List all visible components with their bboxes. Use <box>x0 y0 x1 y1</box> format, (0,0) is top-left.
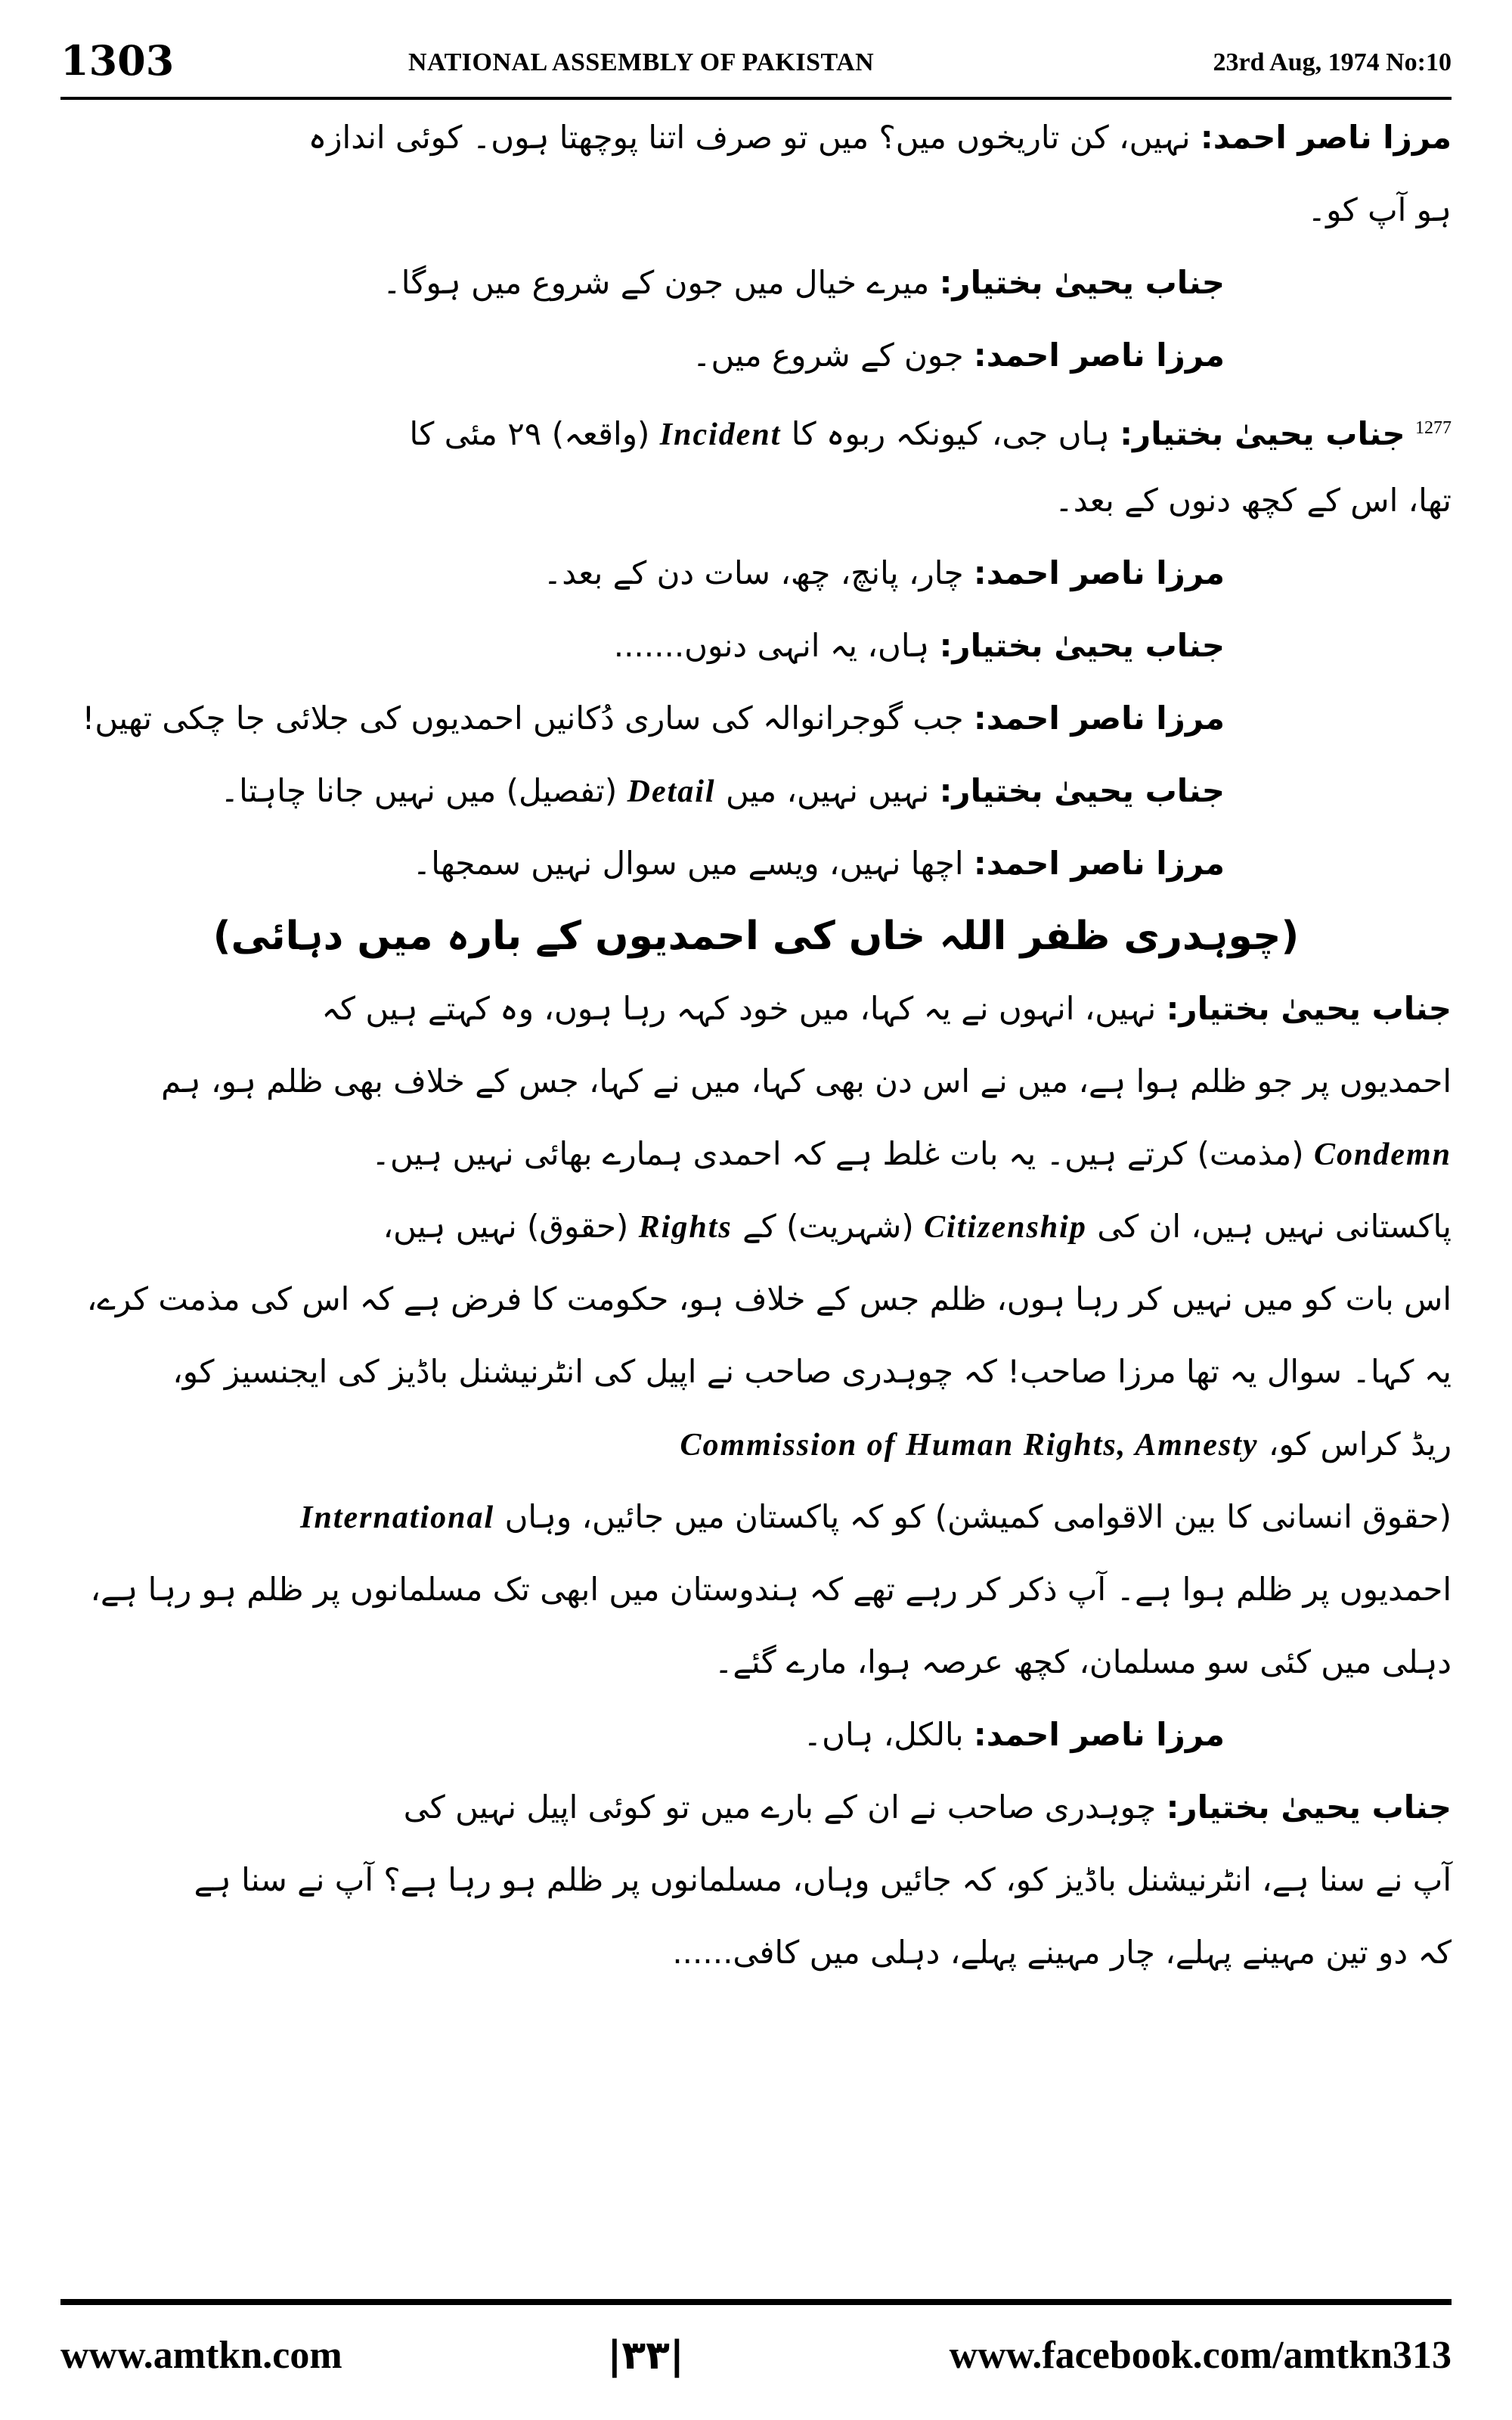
header-date: 23rd Aug, 1974 No:10 <box>1213 48 1452 76</box>
speech-text: بالکل، ہاں۔ <box>803 1716 964 1753</box>
text-line <box>60 622 1452 694</box>
text-line <box>60 259 1452 331</box>
text-line <box>60 476 1452 549</box>
english-term: Rights <box>638 1210 733 1245</box>
text-line <box>60 1202 1452 1275</box>
speech-text: کہ دو تین مہینے پہلے، چار مہینے پہلے، دہلی میں کافی...... <box>672 1934 1452 1971</box>
speech-text: (شہریت) کے <box>742 1208 914 1245</box>
speech-text: نہیں، کن تاریخوں میں؟ میں تو صرف اتنا پوچھتا ہوں۔ کوئی اندازہ <box>308 119 1191 156</box>
transcript-body <box>60 113 1452 2291</box>
english-term: Incident <box>659 417 782 452</box>
speech-text: (مذمت) کرتے ہیں۔ یہ بات غلط ہے کہ احمدی ہمارے بھائی نہیں ہیں۔ <box>371 1135 1304 1172</box>
header-rule <box>60 97 1452 100</box>
speech-text: چار، پانچ، چھ، سات دن کے بعد۔ <box>543 554 964 591</box>
text-line <box>60 1928 1452 2001</box>
text-line <box>60 1348 1452 1420</box>
text-line <box>60 985 1452 1057</box>
text-line <box>60 1856 1452 1928</box>
text-line <box>60 1493 1452 1565</box>
speech-text: آپ نے سنا ہے، انٹرنیشنل باڈیز کو، کہ جائیں وہاں، مسلمانوں پر ظلم ہو رہا ہے؟ آپ نے سنا ہے <box>194 1861 1452 1898</box>
text-line <box>60 694 1452 767</box>
speech-text: نہیں، انہوں نے یہ کہا، میں خود کہہ رہا ہوں، وہ کہتے ہیں کہ <box>321 990 1157 1027</box>
text-line <box>60 1057 1452 1130</box>
section-heading: (چوہدری ظفر اللہ خاں کی احمدیوں کے بارہ میں دہائی) <box>212 914 1300 959</box>
english-term: Detail <box>627 774 716 809</box>
english-term: International <box>300 1500 495 1535</box>
page-footer <box>60 2322 1452 2390</box>
speech-text: یہ کہا۔ سوال یہ تھا مرزا صاحب! کہ چوہدری صاحب نے اپیل کی انٹرنیشنل باڈیز کی ایجنسیز کو، <box>172 1353 1452 1390</box>
speaker-label: جناب یحییٰ بختیار: <box>1166 990 1452 1027</box>
speech-text: ہاں، یہ انہی دنوں....... <box>613 627 930 664</box>
speaker-label: جناب یحییٰ بختیار: <box>1166 1789 1452 1826</box>
text-line <box>60 186 1452 259</box>
speech-text: ہاں جی، کیونکہ ربوہ کا <box>791 415 1110 452</box>
speech-text: احمدیوں پر ظلم ہوا ہے۔ آپ ذکر کر رہے تھے کہ ہندوستان میں ابھی تک مسلمانوں پر ظلم ہو رہا ہے، <box>90 1571 1452 1608</box>
speaker-label: مرزا ناصر احمد: <box>973 700 1225 737</box>
text-line <box>60 1711 1452 1783</box>
header-title: NATIONAL ASSEMBLY OF PAKISTAN <box>408 48 875 76</box>
speaker-label: مرزا ناصر احمد: <box>973 1716 1225 1753</box>
text-line <box>60 1275 1452 1348</box>
speech-text: ہو آپ کو۔ <box>1307 191 1452 228</box>
speaker-label: جناب یحییٰ بختیار: <box>1120 415 1405 452</box>
speaker-label: جناب یحییٰ بختیار: <box>939 772 1225 809</box>
speech-text: پاکستانی نہیں ہیں، ان کی <box>1097 1208 1452 1245</box>
speech-text: تھا، اس کے کچھ دنوں کے بعد۔ <box>1055 482 1452 519</box>
speech-text: جون کے شروع میں۔ <box>692 337 964 374</box>
facebook-link[interactable]: www.facebook.com/amtkn313 <box>949 2334 1452 2377</box>
text-line <box>60 1565 1452 1638</box>
text-line <box>60 1130 1452 1202</box>
text-line <box>60 1783 1452 1856</box>
line-start <box>321 985 1452 1057</box>
text-line <box>60 767 1452 839</box>
page-header <box>60 30 1452 91</box>
footer-rule <box>60 2299 1452 2305</box>
website-link[interactable]: www.amtkn.com <box>60 2334 342 2377</box>
speaker-label: مرزا ناصر احمد: <box>973 337 1225 374</box>
text-line <box>60 1638 1452 1711</box>
speaker-label: مرزا ناصر احمد: <box>973 554 1225 591</box>
speech-text: ریڈ کراس کو، <box>1268 1426 1452 1463</box>
english-term: Condemn <box>1313 1137 1452 1172</box>
english-term: Commission of Human Rights, Amnesty <box>680 1428 1259 1463</box>
footnote-marker: 1277 <box>1415 418 1452 438</box>
speaker-label: مرزا ناصر احمد: <box>1200 119 1452 156</box>
page-number: 1303 <box>60 36 175 85</box>
speaker-label: مرزا ناصر احمد: <box>973 845 1225 882</box>
text-line <box>60 839 1452 912</box>
page-marker: |۳۳| <box>607 2333 684 2378</box>
speech-text: نہیں نہیں، میں <box>725 772 930 809</box>
speech-text: جب گوجرانوالہ کی ساری دُکانیں احمدیوں کی جلائی جا چکی تھیں! <box>82 700 964 737</box>
speaker-label: جناب یحییٰ بختیار: <box>939 264 1225 301</box>
speech-text: اس بات کو میں نہیں کر رہا ہوں، ظلم جس کے خلاف ہو، حکومت کا فرض ہے کہ اس کی مذمت کرے، <box>86 1280 1452 1317</box>
speech-text: (واقعہ) ۲۹ مئی کا <box>409 415 650 452</box>
speech-text: دہلی میں کئی سو مسلمان، کچھ عرصہ ہوا، مارے گئے۔ <box>714 1643 1452 1680</box>
speech-text: چوہدری صاحب نے ان کے بارے میں تو کوئی اپیل نہیں کی <box>403 1789 1157 1826</box>
speech-text: اچھا نہیں، ویسے میں سوال نہیں سمجھا۔ <box>412 845 964 882</box>
speech-text: میرے خیال میں جون کے شروع میں ہوگا۔ <box>383 264 930 301</box>
speech-text: (حقوق انسانی کا بین الاقوامی کمیشن) کو کہ پاکستان میں جائیں، وہاں <box>504 1498 1452 1535</box>
text-line <box>60 331 1452 404</box>
text-line <box>60 404 1452 476</box>
text-line <box>60 113 1452 186</box>
english-term: Citizenship <box>924 1210 1087 1245</box>
speech-text: (تفصیل) میں نہیں جانا چاہتا۔ <box>220 772 618 809</box>
text-line <box>60 549 1452 622</box>
speech-text: (حقوق) نہیں ہیں، <box>383 1208 629 1245</box>
speaker-label: جناب یحییٰ بختیار: <box>939 627 1225 664</box>
speech-text: احمدیوں پر جو ظلم ہوا ہے، میں نے اس دن بھی کہا، میں نے کہا، جس کے خلاف بھی ظلم ہو، ہم <box>161 1063 1452 1100</box>
text-line <box>60 1420 1452 1493</box>
